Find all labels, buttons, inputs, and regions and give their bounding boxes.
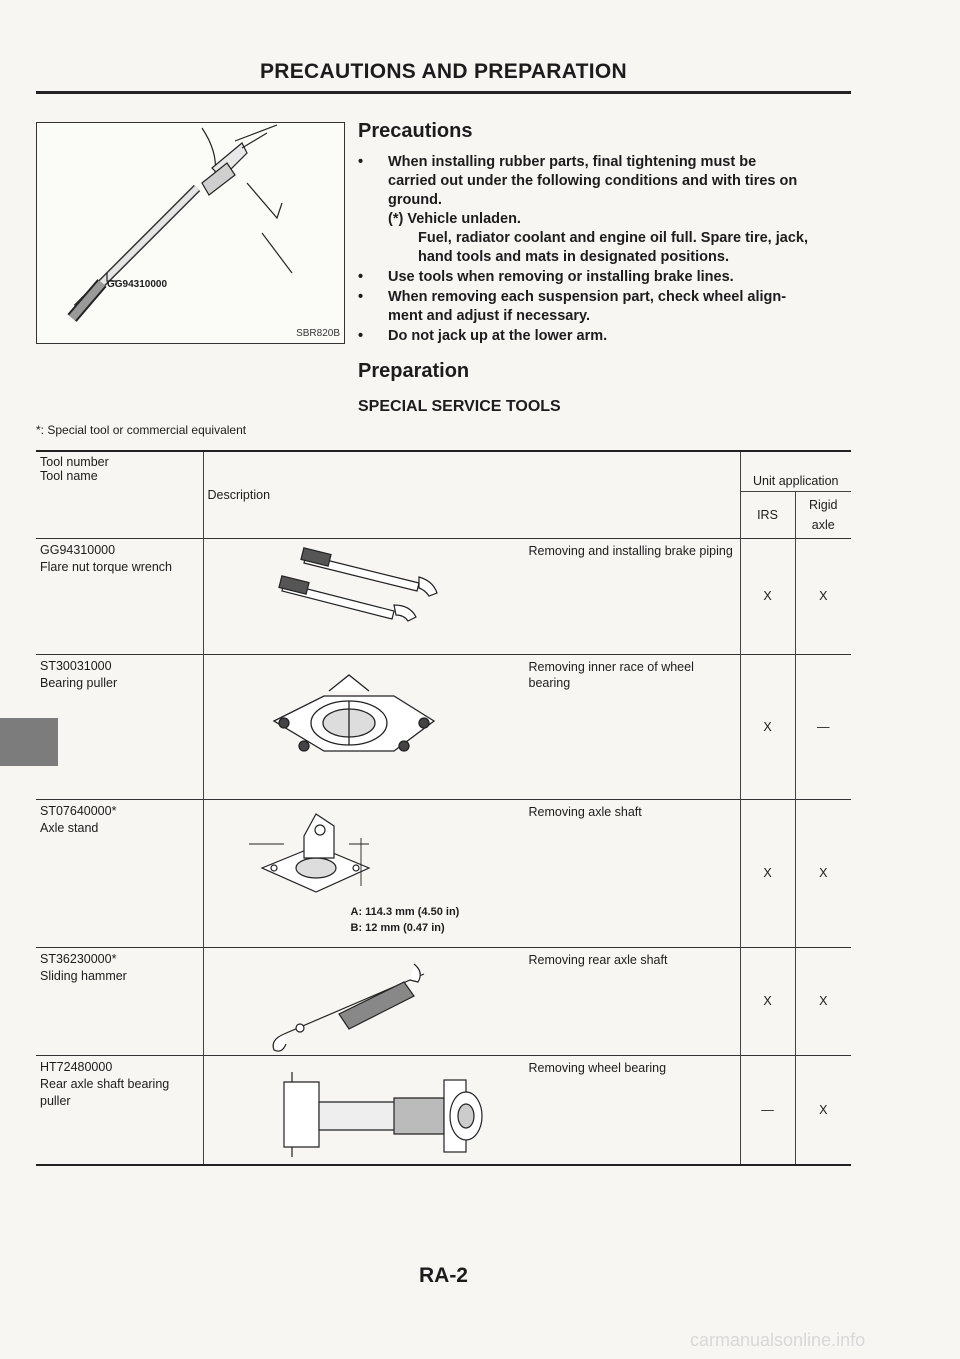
watermark: carmanualsonline.info	[690, 1330, 866, 1350]
preparation-title: Preparation	[358, 360, 470, 382]
tool-description-cell: Removing rear axle shaft	[203, 947, 740, 1055]
tool-id-cell: ST30031000 Bearing puller	[36, 654, 203, 799]
axle-stand-dimensions: A: 114.3 mm (4.50 in) B: 12 mm (0.47 in)	[350, 905, 460, 934]
rigid-axle-mark: X	[795, 947, 851, 1055]
irs-mark: X	[740, 538, 795, 654]
header-description: Description	[203, 451, 740, 538]
page-title: PRECAUTIONS AND PREPARATION	[259, 60, 628, 83]
header-rigid-axle: Rigid axle	[795, 491, 851, 538]
table-row	[36, 947, 851, 1055]
tool-description-cell: Removing and installing brake piping	[203, 538, 740, 654]
table-row	[36, 799, 851, 947]
figure-code: SBR820B	[296, 328, 340, 339]
irs-mark: X	[740, 947, 795, 1055]
page-number: RA-2	[418, 1264, 468, 1287]
irs-mark: X	[740, 799, 795, 947]
flare-nut-wrench-icon	[244, 545, 464, 645]
special-service-tools-table	[36, 450, 851, 1166]
sliding-hammer-icon	[244, 954, 464, 1054]
table-row	[36, 654, 851, 799]
precaution-item: • When installing rubber parts, final tightening must be carried out under the following conditions and with tires on ground. (*) Vehicle unladen. Fuel, radiator coolant and engine oil full. Spare tire, jack, hand tools and mats in designated positions.	[358, 154, 808, 265]
irs-mark: X	[740, 654, 795, 799]
tool-id-cell: ST36230000* Sliding hammer	[36, 947, 203, 1055]
tool-description-cell: Removing wheel bearing	[203, 1055, 740, 1165]
tool-id-cell: ST07640000* Axle stand	[36, 799, 203, 947]
header-irs: IRS	[740, 491, 795, 538]
bearing-puller-icon	[244, 661, 464, 771]
header-unit-application: Unit application	[740, 451, 851, 491]
page-header	[36, 60, 851, 84]
axle-stand-icon	[244, 806, 444, 906]
precaution-item: • Use tools when removing or installing brake lines.	[358, 269, 734, 285]
irs-mark: —	[740, 1055, 795, 1165]
tool-id-cell: GG94310000 Flare nut torque wrench	[36, 538, 203, 654]
header-rule	[36, 91, 851, 94]
table-row	[36, 538, 851, 654]
precautions-title: Precautions	[358, 120, 473, 142]
torque-wrench-illustration	[37, 123, 344, 343]
tool-description-cell: Removing axle shaft A: 114.3 mm (4.50 in) B: 12 mm (0.47 in)	[203, 799, 740, 947]
table-header-row	[36, 451, 851, 491]
special-tool-note: *: Special tool or commercial equivalent	[36, 423, 247, 437]
figure-tool-label: GG94310000	[107, 279, 168, 290]
special-service-tools-title: SPECIAL SERVICE TOOLS	[358, 398, 561, 415]
torque-wrench-figure	[36, 122, 345, 344]
rigid-axle-mark: X	[795, 1055, 851, 1165]
rigid-axle-mark: —	[795, 654, 851, 799]
precaution-item: • When removing each suspension part, check wheel align- ment and adjust if necessary.	[358, 289, 787, 324]
rigid-axle-mark: X	[795, 538, 851, 654]
tool-id-cell: HT72480000 Rear axle shaft bearing puller	[36, 1055, 203, 1165]
rigid-axle-mark: X	[795, 799, 851, 947]
header-tool-number: Tool number Tool name	[36, 451, 203, 538]
tool-description-cell: Removing inner race of wheel bearing	[203, 654, 740, 799]
precautions-list	[358, 153, 858, 347]
table-row	[36, 1055, 851, 1165]
precaution-item: • Do not jack up at the lower arm.	[358, 328, 608, 344]
bearing-puller-shaft-icon	[244, 1062, 504, 1162]
